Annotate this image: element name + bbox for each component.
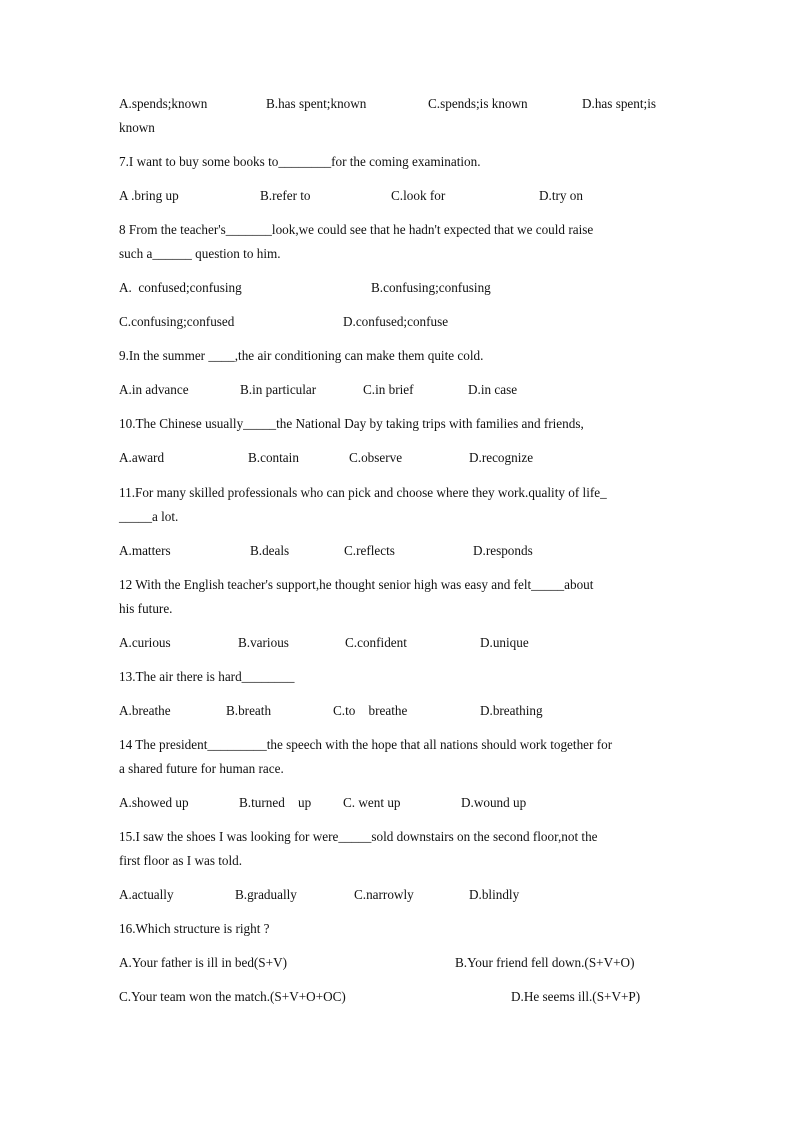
q16-option-c: C.Your team won the match.(S+V+O+OC) xyxy=(119,989,346,1004)
q9-option-a: A.in advance xyxy=(119,382,189,397)
q6-option-a: A.spends;known xyxy=(119,96,208,111)
q8-option-a: A. confused;confusing xyxy=(119,280,242,295)
q13-option-c: C.to breathe xyxy=(333,703,408,718)
q12-option-d: D.unique xyxy=(480,635,529,650)
q12-stem-line-1: 12 With the English teacher's support,he thought senior high was easy and felt_____about xyxy=(119,577,594,592)
q8-stem-line-2: such a______ question to him. xyxy=(119,246,281,261)
q11-stem-line-2: _____a lot. xyxy=(119,509,179,524)
q13-option-d: D.breathing xyxy=(480,703,543,718)
q14-option-b: B.turned up xyxy=(239,795,312,810)
q16-option-d: D.He seems ill.(S+V+P) xyxy=(511,989,641,1004)
q7-option-c: C.look for xyxy=(391,188,446,203)
q14-stem-line-2: a shared future for human race. xyxy=(119,761,284,776)
q8-stem-line-1: 8 From the teacher's_______look,we could see that he hadn't expected that we could raise xyxy=(119,222,594,237)
q16-stem: 16.Which structure is right ? xyxy=(119,921,270,936)
q9-option-c: C.in brief xyxy=(363,382,414,397)
q6-option-b: B.has spent;known xyxy=(266,96,367,111)
q7-option-d: D.try on xyxy=(539,188,583,203)
q10-stem: 10.The Chinese usually_____the National Day by taking trips with families and friends, xyxy=(119,416,584,431)
q11-option-a: A.matters xyxy=(119,543,171,558)
q11-option-b: B.deals xyxy=(250,543,290,558)
q15-option-d: D.blindly xyxy=(469,887,520,902)
q7-option-a: A .bring up xyxy=(119,188,179,203)
q14-stem-line-1: 14 The president_________the speech with the hope that all nations should work together for xyxy=(119,737,613,752)
q14-option-a: A.showed up xyxy=(119,795,189,810)
q12-stem-line-2: his future. xyxy=(119,601,173,616)
q13-option-b: B.breath xyxy=(226,703,272,718)
q8-option-c: C.confusing;confused xyxy=(119,314,235,329)
q7-stem: 7.I want to buy some books to________for the coming examination. xyxy=(119,154,481,169)
q14-option-d: D.wound up xyxy=(461,795,527,810)
q12-option-c: C.confident xyxy=(345,635,407,650)
q12-option-b: B.various xyxy=(238,635,289,650)
q10-option-b: B.contain xyxy=(248,450,299,465)
q15-stem-line-2: first floor as I was told. xyxy=(119,853,243,868)
q11-stem-line-1: 11.For many skilled professionals who can pick and choose where they work.quality of life_ xyxy=(119,485,607,500)
q6-option-d-continued: known xyxy=(119,120,155,135)
q7-option-b: B.refer to xyxy=(260,188,311,203)
q6-option-d: D.has spent;is xyxy=(582,96,656,111)
q10-option-d: D.recognize xyxy=(469,450,534,465)
q10-option-a: A.award xyxy=(119,450,165,465)
q15-stem-line-1: 15.I saw the shoes I was looking for were_____sold downstairs on the second floor,not the xyxy=(119,829,598,844)
q9-stem: 9.In the summer ____,the air conditioning can make them quite cold. xyxy=(119,348,484,363)
q10-option-c: C.observe xyxy=(349,450,403,465)
q13-option-a: A.breathe xyxy=(119,703,171,718)
q14-option-c: C. went up xyxy=(343,795,401,810)
q9-option-d: D.in case xyxy=(468,382,518,397)
q11-option-c: C.reflects xyxy=(344,543,395,558)
q8-option-d: D.confused;confuse xyxy=(343,314,449,329)
q9-option-b: B.in particular xyxy=(240,382,317,397)
q12-option-a: A.curious xyxy=(119,635,171,650)
q11-option-d: D.responds xyxy=(473,543,533,558)
q13-stem: 13.The air there is hard________ xyxy=(119,669,295,684)
q6-option-c: C.spends;is known xyxy=(428,96,528,111)
q15-option-c: C.narrowly xyxy=(354,887,414,902)
q15-option-b: B.gradually xyxy=(235,887,297,902)
q16-option-a: A.Your father is ill in bed(S+V) xyxy=(119,955,287,970)
q16-option-b: B.Your friend fell down.(S+V+O) xyxy=(455,955,635,970)
q15-option-a: A.actually xyxy=(119,887,174,902)
q8-option-b: B.confusing;confusing xyxy=(371,280,491,295)
